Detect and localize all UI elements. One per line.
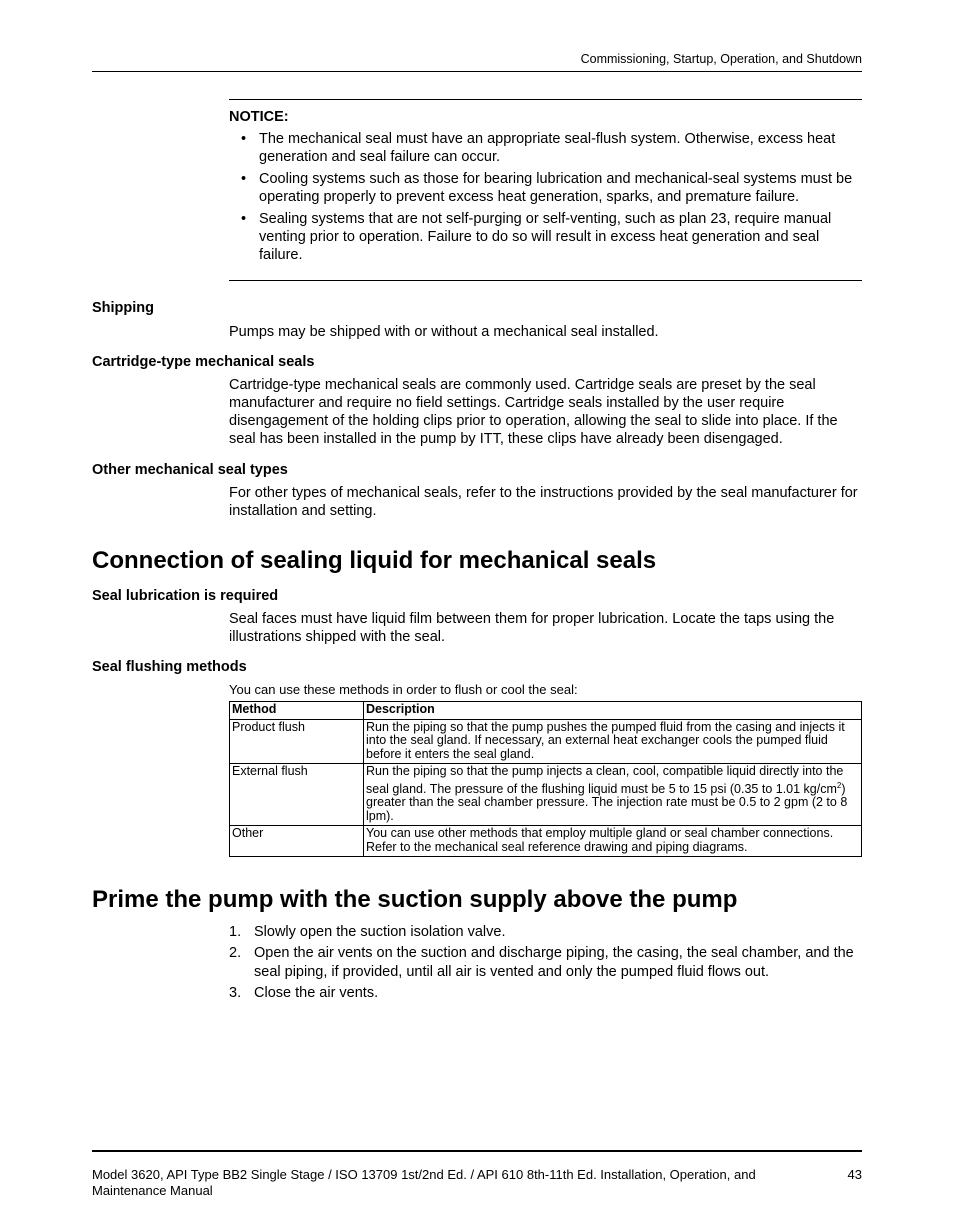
list-item — [229, 984, 862, 1003]
cartridge-heading: Cartridge-type mechanical seals — [92, 354, 315, 370]
flushing-intro: You can use these methods in order to flush or cool the seal: — [229, 682, 578, 697]
list-item — [229, 944, 862, 982]
other-types-text: For other types of mechanical seals, refer to the instructions provided by the seal manufacturer for installation and setting. — [229, 485, 858, 519]
page-footer — [92, 1150, 862, 1199]
notice-item-text: Cooling systems such as those for bearing lubrication and mechanical-seal systems must be operating properly to prevent excess heat generation, sparks, and premature failure. — [259, 171, 853, 205]
notice-item — [229, 210, 862, 264]
notice-item-text: Sealing systems that are not self-purging or self-venting, such as plan 23, require manual venting prior to operation. Failure to do so will result in excess heat generation and seal failure. — [259, 211, 832, 263]
other-types-heading: Other mechanical seal types — [92, 462, 288, 478]
step-text: Open the air vents on the suction and discharge piping, the casing, the seal chamber, and the seal piping, if provided, until all air is vented and only the pumped fluid flows out. — [254, 945, 854, 980]
flush-methods-table — [229, 701, 862, 857]
notice-item-text: The mechanical seal must have an appropriate seal-flush system. Otherwise, excess heat generation and seal failure can occur. — [259, 131, 836, 165]
page-number: 43 — [847, 1167, 862, 1182]
cartridge-text: Cartridge-type mechanical seals are commonly used. Cartridge seals are preset by the seal manufacturer and require no field settings. Cartridge seals installed by the user require disengagement of the holding clips prior to operation, allowing the seal to slide into place. If the seal has been installed in the pump by ITT, these clips have already been disengaged. — [229, 377, 838, 447]
description-cell — [364, 764, 862, 826]
description-cell: Run the piping so that the pump pushes the pumped fluid from the casing and injects it into the seal gland. If necessary, an external heat exchanger cools the pumped fluid before it enters the seal gland. — [364, 719, 862, 764]
step-number: 3. — [229, 985, 242, 1001]
prime-title: Prime the pump with the suction supply above the pump — [92, 886, 738, 913]
step-text: Close the air vents. — [254, 985, 379, 1001]
flushing-heading: Seal flushing methods — [92, 659, 247, 675]
list-item — [229, 923, 862, 942]
bullet-icon: • — [241, 211, 247, 227]
description-text: ) greater than the seal chamber pressure. The injection rate must be 0.5 to 2 gpm (2 to 8 lpm). — [366, 781, 848, 823]
table-row — [230, 719, 862, 764]
prime-steps — [229, 923, 862, 1005]
notice-box — [229, 99, 862, 281]
lubrication-text: Seal faces must have liquid film between them for proper lubrication. Locate the taps using the illustrations shipped with the seal. — [229, 611, 835, 645]
notice-item — [229, 170, 862, 206]
table-header-row — [230, 702, 862, 720]
step-text: Slowly open the suction isolation valve. — [254, 924, 506, 940]
bullet-icon: • — [241, 171, 247, 187]
bullet-icon: • — [241, 131, 247, 147]
superscript: 2 — [836, 780, 842, 790]
method-cell: Product flush — [230, 719, 364, 764]
column-header-description: Description — [364, 702, 862, 720]
method-cell: External flush — [230, 764, 364, 826]
footer-title: Model 3620, API Type BB2 Single Stage / ISO 13709 1st/2nd Ed. / API 610 8th-11th Ed. Installation, Operation, and Maintenance Manual — [92, 1167, 756, 1198]
lubrication-heading: Seal lubrication is required — [92, 588, 279, 604]
connection-title: Connection of sealing liquid for mechanical seals — [92, 547, 657, 574]
notice-title: NOTICE: — [229, 109, 289, 125]
description-text: Run the piping so that the pump injects a clean, cool, compatible liquid directly into the seal gland. The pressure of the flushing liquid must be 5 to 15 psi (0.35 to 1.01 kg/cm — [366, 764, 844, 796]
step-number: 1. — [229, 924, 242, 940]
shipping-heading: Shipping — [92, 300, 155, 316]
method-cell: Other — [230, 826, 364, 857]
table-row — [230, 764, 862, 826]
table-row — [230, 826, 862, 857]
shipping-text: Pumps may be shipped with or without a mechanical seal installed. — [229, 324, 659, 340]
step-number: 2. — [229, 945, 242, 961]
running-header: Commissioning, Startup, Operation, and Shutdown — [92, 52, 862, 72]
column-header-method: Method — [230, 702, 364, 720]
description-cell: You can use other methods that employ multiple gland or seal chamber connections. Refer to the mechanical seal reference drawing and piping diagrams. — [364, 826, 862, 857]
notice-item — [229, 130, 862, 166]
notice-list — [229, 130, 862, 264]
